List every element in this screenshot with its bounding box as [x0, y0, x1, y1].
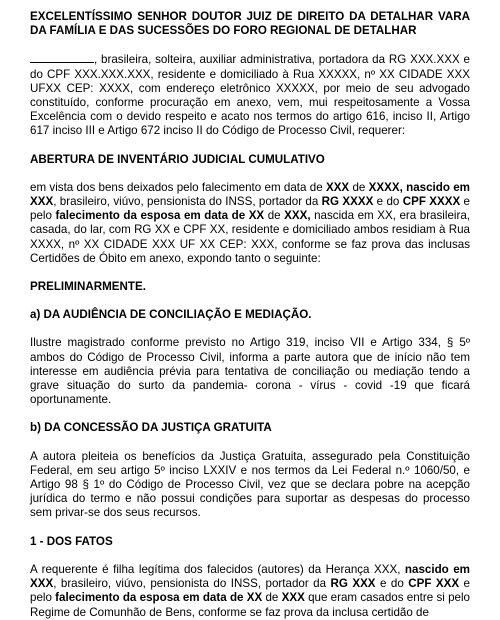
text-run: nascida em XX, era brasileira, casada, do lar, com RG XX e CPF XX, residente e domiciliado ambos residiam à Rua XXXX, nº XX CIDADE XXX UF XX CEP: XXX, conforme se faz prova das inclusas Certidões de Óbito em anexo, expondo tanto o seguinte:: [30, 209, 470, 265]
bold-run: XXX,: [284, 209, 311, 223]
text-run: , brasileiro, viúvo, pensionista do INSS, portador da: [53, 195, 322, 209]
intro-text: , brasileira, solteira, auxiliar administrativa, portadora da RG XXX.XXX e do CPF XXX.XXX.XXX, residente e domiciliado à Rua XXXXX, nº XX CIDADE XXX UFXX CEP: XXXX, com endereço eletrônico XXXXX, por meio de seu advogado constituído, conforme procuração em anexo, vem, mui respeitosamente a Vossa Excelência com o devido respeito e acato nos termos do artigo 616, inciso II, Artigo 617 inciso III e Artigo 672 inciso II do Código de Processo Civil, requerer:: [30, 53, 470, 138]
bold-run: falecimento da esposa em data de XX: [55, 209, 265, 223]
text-run: e pelo: [30, 195, 470, 223]
text-run: e do: [373, 195, 403, 209]
text-run: de: [262, 591, 282, 605]
section-1-heading: 1 - DOS FATOS: [30, 534, 113, 548]
text-run: de: [349, 180, 369, 194]
name-blank: [30, 52, 94, 63]
intro-paragraph: [30, 52, 470, 138]
bold-run: XXX: [281, 591, 305, 605]
section-a-heading: a) DA AUDIÊNCIA DE CONCILIAÇÃO E MEDIAÇÃO.: [30, 308, 312, 322]
text-run: e pelo: [30, 577, 470, 605]
bold-run: falecimento da esposa em data de XX: [55, 591, 263, 605]
preliminary-heading: PRELIMINARMENTE.: [30, 280, 146, 294]
bold-run: CPF XXXX: [402, 195, 461, 209]
text-run: em vista dos bens deixados pelo falecimento em data de: [30, 180, 326, 194]
text-run: , brasileiro, viúvo, pensionista do INSS, portador da: [53, 577, 331, 591]
text-run: A requerente é filha legítima dos falecidos (autores) da Herança XXX,: [30, 562, 405, 576]
text-run: e do: [375, 577, 409, 591]
inventory-paragraph: [30, 181, 470, 266]
bold-run: RG XXX: [330, 577, 376, 591]
section-b-heading: b) DA CONCESSÃO DA JUSTIÇA GRATUITA: [30, 421, 272, 435]
court-header: EXCELENTÍSSIMO SENHOR DOUTOR JUIZ DE DIREITO DA DETALHAR VARA DA FAMÍLIA E DAS SUCESSÕES DO FORO REGIONAL DE DETALHAR: [30, 10, 470, 38]
bold-run: XXX: [325, 180, 350, 194]
bold-run: nascido em XXX: [30, 562, 470, 591]
section-b-paragraph: A autora pleiteia os benefícios da Justiça Gratuita, assegurado pela Constituição Federal, em seu artigo 5º inciso LXXIV e nos termos da Lei Federal n.º 1060/50, e Artigo 98 § 1º do Código de Processo Civil, vez que se declara pobre na acepção jurídica do termo e não possui condições para suportar as despesas do processo sem privar-se dos seus recursos.: [30, 449, 470, 520]
section-1-paragraph: [30, 563, 470, 620]
bold-run: RG XXXX: [321, 195, 374, 209]
text-run: que eram casados entre si pelo Regime de Comunhão de Bens, conforme se faz prova da inclusa certidão de: [30, 591, 470, 619]
document-title: ABERTURA DE INVENTÁRIO JUDICIAL CUMULATIVO: [30, 152, 325, 166]
bold-run: XXXX, nascido em XXX: [30, 180, 470, 209]
bold-run: CPF XXX: [408, 577, 460, 591]
section-a-paragraph: Ilustre magistrado conforme previsto no Artigo 319, inciso VII e Artigo 334, § 5º ambos do Código de Processo Civil, informa a parte autora que de início não tem interesse em audiência prévia para tentativa de conciliação ou mediação tendo a grave situação do surto da pandemia- corona - vírus - covid -19 que ficará oportunamente.: [30, 336, 470, 407]
text-run: de: [264, 209, 285, 223]
